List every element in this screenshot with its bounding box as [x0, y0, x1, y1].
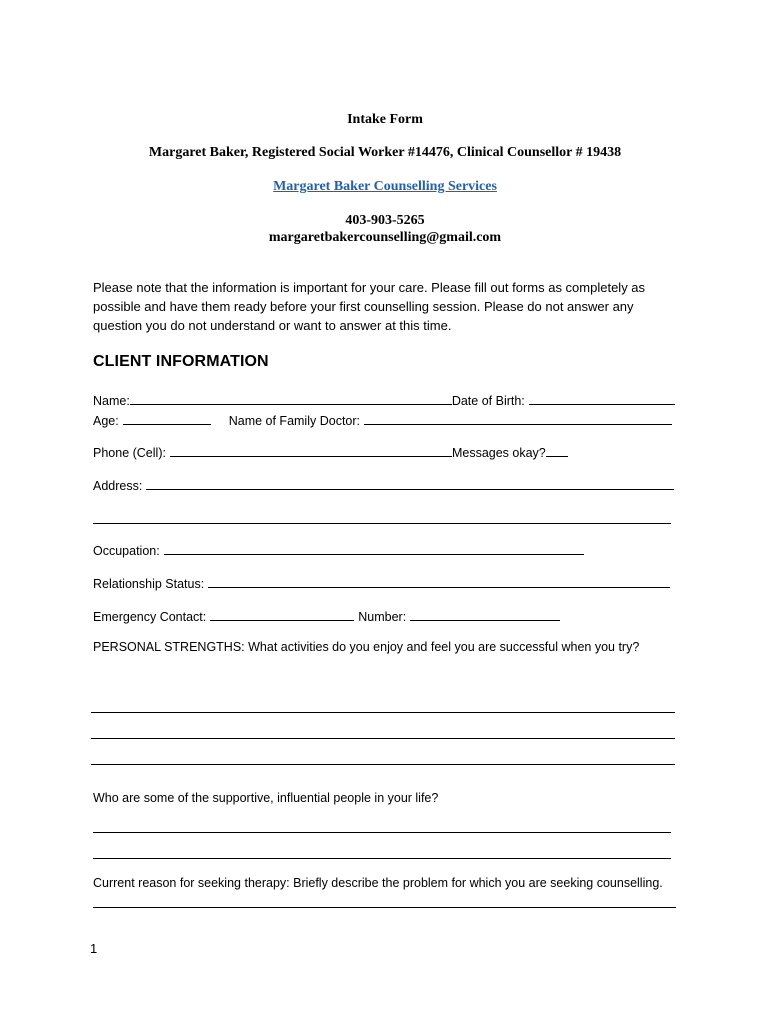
doctor-field[interactable] — [364, 412, 672, 425]
form-title: Intake Form — [347, 112, 423, 127]
doctor-label: Name of Family Doctor: — [228, 414, 360, 428]
emergency-row — [93, 608, 560, 624]
age-label: Age: — [93, 414, 119, 428]
strengths-answer-line-2[interactable] — [91, 738, 675, 739]
dob-field[interactable] — [529, 392, 675, 405]
relationship-row — [93, 575, 670, 591]
phone-cell-label: Phone (Cell): — [93, 446, 166, 460]
messages-ok-field[interactable] — [546, 444, 568, 457]
occupation-label: Occupation: — [93, 544, 160, 558]
address-row — [93, 477, 674, 493]
page-number: 1 — [90, 941, 98, 956]
name-field[interactable] — [130, 392, 452, 405]
relationship-label: Relationship Status: — [93, 577, 205, 591]
strengths-answer-line-1[interactable] — [91, 712, 675, 713]
relationship-field[interactable] — [208, 575, 670, 588]
occupation-row — [93, 542, 584, 558]
supportive-answer-line-2[interactable] — [93, 858, 671, 859]
number-label: Number: — [358, 610, 407, 624]
practitioner-credentials: Margaret Baker, Registered Social Worker #14476, Clinical Counsellor # 19438 — [148, 145, 622, 160]
number-field[interactable] — [410, 608, 560, 621]
contact-phone: 403-903-5265 — [345, 213, 425, 228]
name-label: Name: — [93, 394, 130, 408]
name-row — [93, 392, 675, 408]
client-information-heading: CLIENT INFORMATION — [93, 353, 269, 370]
phone-cell-field[interactable] — [170, 444, 452, 457]
practice-link[interactable]: Margaret Baker Counselling Services — [273, 179, 497, 194]
occupation-field[interactable] — [164, 542, 584, 555]
address-label: Address: — [93, 479, 143, 493]
contact-email: margaretbakercounselling@gmail.com — [268, 230, 502, 245]
supportive-question: Who are some of the supportive, influential people in your life? — [93, 791, 439, 805]
strengths-answer-line-3[interactable] — [91, 764, 675, 765]
address-line-2[interactable] — [93, 523, 671, 524]
emergency-label: Emergency Contact: — [93, 610, 207, 624]
intro-paragraph: Please note that the information is important for your care. Please fill out forms as completely as possible and have them ready before your first counselling session. Please do not answer any question you do not understand or want to answer at this time. — [93, 280, 646, 333]
dob-label: Date of Birth: — [451, 394, 525, 408]
phone-row — [93, 444, 568, 460]
messages-ok-label: Messages okay? — [451, 446, 546, 460]
supportive-answer-line-1[interactable] — [93, 832, 671, 833]
address-field[interactable] — [146, 477, 674, 490]
strengths-question: PERSONAL STRENGTHS: What activities do you enjoy and feel you are successful when you try? — [93, 640, 640, 654]
reason-question: Current reason for seeking therapy: Briefly describe the problem for which you are seeking counselling. — [93, 876, 663, 890]
emergency-field[interactable] — [210, 608, 354, 621]
reason-answer-line-1[interactable] — [93, 907, 676, 908]
age-field[interactable] — [123, 412, 211, 425]
age-row — [93, 412, 672, 428]
